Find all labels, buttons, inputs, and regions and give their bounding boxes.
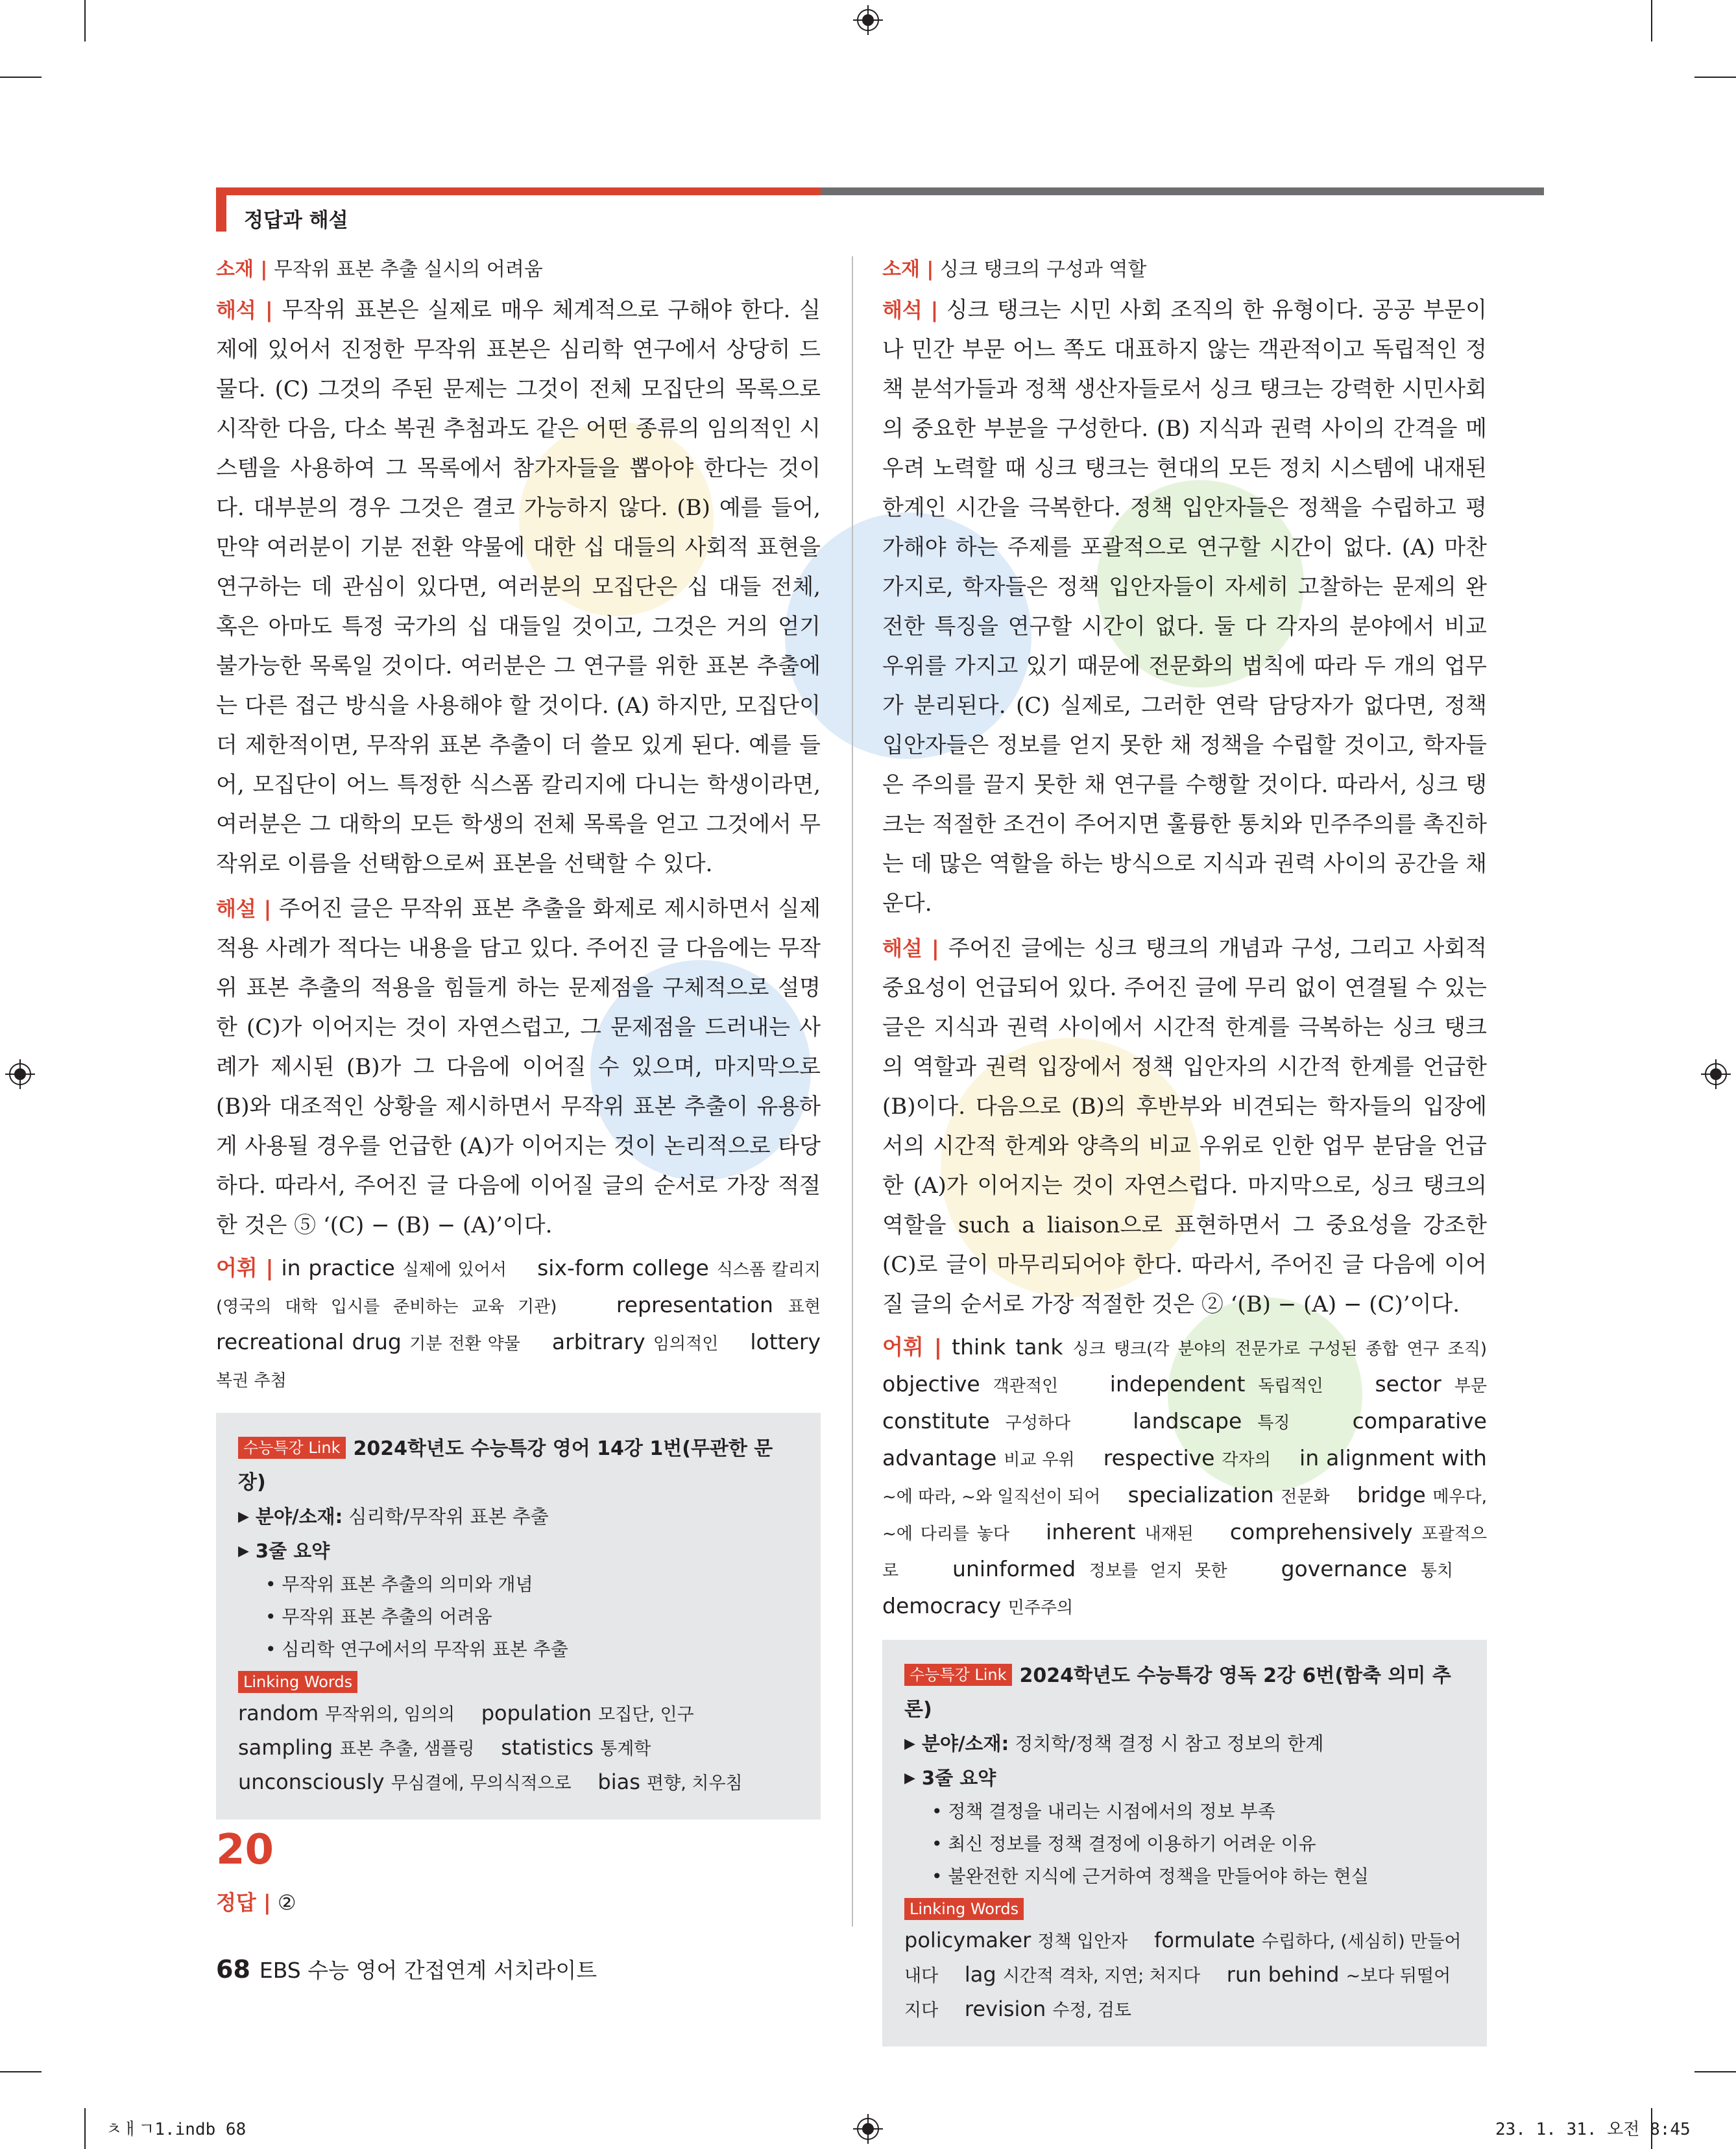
problem-number: 20 [216, 1826, 274, 1874]
linking-word: bias 편향, 치우침 [597, 1770, 743, 1794]
print-slug-time: 23. 1. 31. 오전 8:45 [1495, 2120, 1691, 2139]
header-bar-accent [216, 187, 821, 195]
crop-mark [1694, 77, 1736, 78]
field-text: 정치학/정책 결정 시 참고 정보의 한계 [1015, 1733, 1324, 1755]
vocab-item: inherent 내재된 [1046, 1519, 1194, 1544]
crop-mark [84, 2108, 86, 2149]
vocab-item: objective 객관적인 [882, 1371, 1059, 1397]
explanation-label: 해설 | [216, 896, 272, 921]
explanation-text: 주어진 글에는 싱크 탱크의 개념과 구성, 그리고 사회적 중요성이 언급되어 있다. 주어진 글에 무리 없이 연결될 수 있는 글은 지식과 권력 사이에서 시간적 한계를 극복하는 싱크 탱크의 역할과 권력 입장에서 정책 입안자의 시간적 한계를 언급한 (B)이다. 다음으로 (B)의 후반부와 비견되는 학자들의 입장에서의 시간적 한계와 양측의 비교 우위로 인한 업무 분담을 언급한 (A)가 이어지는 것이 자연스럽다. 마지막으로, 싱크 탱크의 역할을 such a liaison으로 표현하면서 그 중요성을 강조한 (C)로 글이 마무리되어야 한다. 따라서, 주어진 글 다음에 이어질 글의 순서로 가장 적절한 것은 ② ‘(B) − (A) − (C)’이다. [882, 935, 1488, 1317]
explanation-paragraph [882, 929, 1487, 1325]
crop-mark [0, 2071, 42, 2072]
linking-word: unconsciously 무심결에, 무의식적으로 [238, 1770, 572, 1794]
translation-paragraph [216, 291, 821, 884]
summary-row: ▶ 3줄 요약 [904, 1767, 996, 1789]
answer-value: ② [277, 1890, 296, 1915]
vocab-item: constitute 구성하다 [882, 1408, 1071, 1434]
vocab-item: comprehensively 포괄적으로 [882, 1519, 1487, 1581]
summary-item: • 불완전한 지식에 근거하여 정책을 만들어야 하는 현실 [932, 1866, 1369, 1887]
vocab-item: arbitrary 임의적인 [551, 1329, 719, 1354]
vocab-item: democracy 민주주의 [882, 1593, 1074, 1618]
vocab-item: representation 표현 [616, 1292, 821, 1317]
answer-label: 정답 | [216, 1890, 271, 1915]
summary-item: • 무작위 표본 추출의 어려움 [265, 1606, 492, 1627]
summary-row: ▶ 3줄 요약 [238, 1540, 330, 1562]
topic-line [216, 253, 821, 287]
vocab-item: lottery 복권 추첨 [216, 1329, 821, 1391]
link-badge: 수능특강 Link [238, 1437, 346, 1459]
textbook-link-box [882, 1640, 1487, 2047]
vocab-item: sector 부문 [1375, 1371, 1487, 1397]
vocab-item: bridge 메우다, ~에 다리를 놓다 [882, 1482, 1487, 1544]
link-title: 2024학년도 수능특강 영어 14강 1번(무관한 문장) [238, 1437, 773, 1494]
registration-mark-icon [1701, 1059, 1731, 1089]
linking-words [904, 1924, 1465, 2027]
link-badge: 수능특강 Link [904, 1664, 1012, 1686]
topic-line [882, 253, 1487, 287]
registration-mark-icon [853, 5, 883, 35]
linking-words-badge: Linking Words [238, 1671, 357, 1693]
vocabulary-list [216, 1251, 821, 1399]
linking-word: sampling 표본 추출, 샘플링 [238, 1735, 475, 1760]
topic-label: 소재 | [882, 258, 934, 281]
explanation-label: 해설 | [882, 936, 939, 961]
translation-text: 싱크 탱크는 시민 사회 조직의 한 유형이다. 공공 부문이나 민간 부문 어느 쪽도 대표하지 않는 객관적이고 독립적인 정책 분석가들과 정책 생산자들로서 싱크 탱크는 강력한 시민사회의 중요한 부분을 구성한다. (B) 지식과 권력 사이의 간격을 메우려 노력할 때 싱크 탱크는 현대의 모든 정치 시스템에 내재된 한계인 시간을 극복한다. 정책 입안자들은 정책을 수립하고 평가해야 하는 주제를 포괄적으로 연구할 시간이 없다. (A) 마찬가지로, 학자들은 정책 입안자들이 자세히 고찰하는 문제의 완전한 특징을 연구할 시간이 없다. 둘 다 각자의 분야에서 비교 우위를 가지고 있기 때문에 전문화의 법칙에 따라 두 개의 업무가 분리된다. (C) 실제로, 그러한 연락 담당자가 없다면, 정책 입안자들은 정보를 얻지 못한 채 정책을 수립할 것이고, 학자들은 주의를 끌지 못한 채 연구를 수행할 것이다. 따라서, 싱크 탱크는 적절한 조건이 주어지면 훌륭한 통치와 민주주의를 촉진하는 데 많은 역할을 하는 방식으로 지식과 권력 사이의 공간을 채운다. [882, 297, 1487, 917]
translation-label: 해석 | [216, 298, 273, 322]
triangle-bullet-icon: ▶ [238, 1509, 249, 1525]
field-row: ▶ 분야/소재: 정치학/정책 결정 시 참고 정보의 한계 [904, 1733, 1324, 1755]
vocab-item: in practice 실제에 있어서 [281, 1255, 507, 1280]
translation-label: 해석 | [882, 298, 939, 322]
vocab-item: independent 독립적인 [1109, 1371, 1323, 1397]
vocab-item: think tank 싱크 탱크(각 분야의 전문가로 구성된 종합 연구 조직) [952, 1334, 1487, 1360]
vocab-item: landscape 특징 [1133, 1408, 1290, 1434]
link-box-heading [238, 1432, 799, 1500]
summary-item: • 최신 정보를 정책 결정에 이용하기 어려운 이유 [932, 1833, 1316, 1855]
left-column [216, 253, 821, 1819]
vocab-item: comparative advantage 비교 우위 [882, 1408, 1487, 1471]
linking-word: lag 시간적 격차, 지연; 처지다 [964, 1962, 1201, 1987]
crop-mark [1694, 2071, 1736, 2072]
page-number: 68 [216, 1955, 250, 1984]
page-footer [216, 1954, 597, 1984]
registration-mark-icon [5, 1059, 35, 1089]
explanation-paragraph [216, 889, 821, 1245]
book-title: EBS 수능 영어 간접연계 서치라이트 [259, 1958, 597, 1983]
translation-paragraph [882, 291, 1487, 924]
vocab-item: governance 통치 [1281, 1556, 1454, 1581]
vocabulary-label: 어휘 | [216, 1255, 274, 1280]
print-slug-file: ㅊㅐㄱ1.indb 68 [106, 2120, 247, 2139]
vocabulary-label: 어휘 | [882, 1334, 942, 1360]
link-box-heading [904, 1659, 1465, 1727]
linking-word: policymaker 정책 입안자 [904, 1928, 1128, 1952]
crop-mark [84, 0, 86, 42]
triangle-bullet-icon: ▶ [238, 1543, 249, 1559]
field-text: 심리학/무작위 표본 추출 [348, 1506, 549, 1528]
answer-line [216, 1886, 296, 1916]
linking-words-badge: Linking Words [904, 1898, 1024, 1920]
translation-text: 무작위 표본은 실제로 매우 체계적으로 구해야 한다. 실제에 있어서 진정한 무작위 표본은 심리학 연구에서 상당히 드물다. (C) 그것의 주된 문제는 그것이 전체 모집단의 목록으로 시작한 다음, 다소 복권 추첨과도 같은 어떤 종류의 임의적인 시스템을 사용하여 그 목록에서 참가자들을 뽑아야 한다는 것이다. 대부분의 경우 그것은 결코 가능하지 않다. (B) 예를 들어, 만약 여러분이 기분 전환 약물에 대한 십 대들의 사회적 표현을 연구하는 데 관심이 있다면, 여러분의 모집단은 십 대들 전체, 혹은 아마도 특정 국가의 십 대들일 것이고, 그것은 거의 얻기 불가능한 목록일 것이다. 여러분은 그 연구를 위한 표본 추출에는 다른 접근 방식을 사용해야 할 것이다. (A) 하지만, 모집단이 더 제한적이면, 무작위 표본 추출이 더 쓸모 있게 된다. 예를 들어, 모집단이 어느 특정한 식스폼 칼리지에 다니는 학생이라면, 여러분은 그 대학의 모든 학생의 전체 목록을 얻고 그것에서 무작위로 이름을 선택함으로써 표본을 선택할 수 있다. [216, 297, 821, 877]
crop-mark [0, 77, 42, 78]
triangle-bullet-icon: ▶ [904, 1770, 915, 1786]
explanation-text: 주어진 글은 무작위 표본 추출을 화제로 제시하면서 실제 적용 사례가 적다는 내용을 담고 있다. 주어진 글 다음에는 무작위 표본 추출의 적용을 힘들게 하는 문제점을 구체적으로 설명한 (C)가 이어지는 것이 자연스럽고, 그 문제점을 드러내는 사례가 제시된 (B)가 그 다음에 이어질 수 있으며, 마지막으로 (B)와 대조적인 상황을 제시하면서 무작위 표본 추출이 유용하게 사용될 경우를 언급한 (A)가 이어지는 것이 논리적으로 타당하다. 따라서, 주어진 글 다음에 이어질 글의 순서로 가장 적절한 것은 ⑤ ‘(C) − (B) − (A)’이다. [216, 896, 821, 1238]
textbook-link-box [216, 1413, 821, 1819]
summary-item: • 심리학 연구에서의 무작위 표본 추출 [265, 1639, 568, 1660]
topic-text: 싱크 탱크의 구성과 역할 [939, 258, 1147, 281]
section-title: 정답과 해설 [244, 209, 348, 232]
linking-word: random 무작위의, 임의의 [238, 1701, 455, 1725]
vocab-item: in alignment with ~에 따라, ~와 일직선이 되어 [882, 1445, 1487, 1507]
field-row: ▶ 분야/소재: 심리학/무작위 표본 추출 [238, 1506, 549, 1528]
column-divider [852, 256, 853, 1927]
vocab-item: uninformed 정보를 얻지 못한 [952, 1556, 1227, 1581]
linking-word: run behind ~보다 뒤떨어지다 [904, 1962, 1451, 2021]
triangle-bullet-icon: ▶ [904, 1736, 915, 1752]
linking-word: revision 수정, 검토 [964, 1997, 1131, 2021]
crop-mark [1651, 0, 1652, 42]
link-title: 2024학년도 수능특강 영독 2강 6번(함축 의미 추론) [904, 1664, 1451, 1721]
topic-text: 무작위 표본 추출 실시의 어려움 [273, 258, 543, 281]
linking-word: statistics 통계학 [501, 1735, 651, 1760]
summary-item: • 무작위 표본 추출의 의미와 개념 [265, 1574, 533, 1595]
linking-words [238, 1697, 799, 1800]
vocabulary-list [882, 1330, 1487, 1626]
topic-label: 소재 | [216, 258, 268, 281]
right-column [882, 253, 1487, 2047]
registration-mark-icon [853, 2114, 883, 2144]
linking-word: formulate 수립하다, (세심히) 만들어 내다 [904, 1928, 1462, 1986]
summary-item: • 정책 결정을 내리는 시점에서의 정보 부족 [932, 1801, 1275, 1822]
vocab-item: recreational drug 기분 전환 약물 [216, 1329, 520, 1354]
vocab-item: six-form college 식스폼 칼리지(영국의 대학 입시를 준비하는 교육 기관) [216, 1255, 821, 1317]
vocab-item: respective 각자의 [1103, 1445, 1271, 1471]
header-bar [821, 187, 1544, 195]
linking-word: population 모집단, 인구 [481, 1701, 694, 1725]
vocab-item: specialization 전문화 [1127, 1482, 1330, 1507]
header-tab-marker [216, 195, 226, 232]
